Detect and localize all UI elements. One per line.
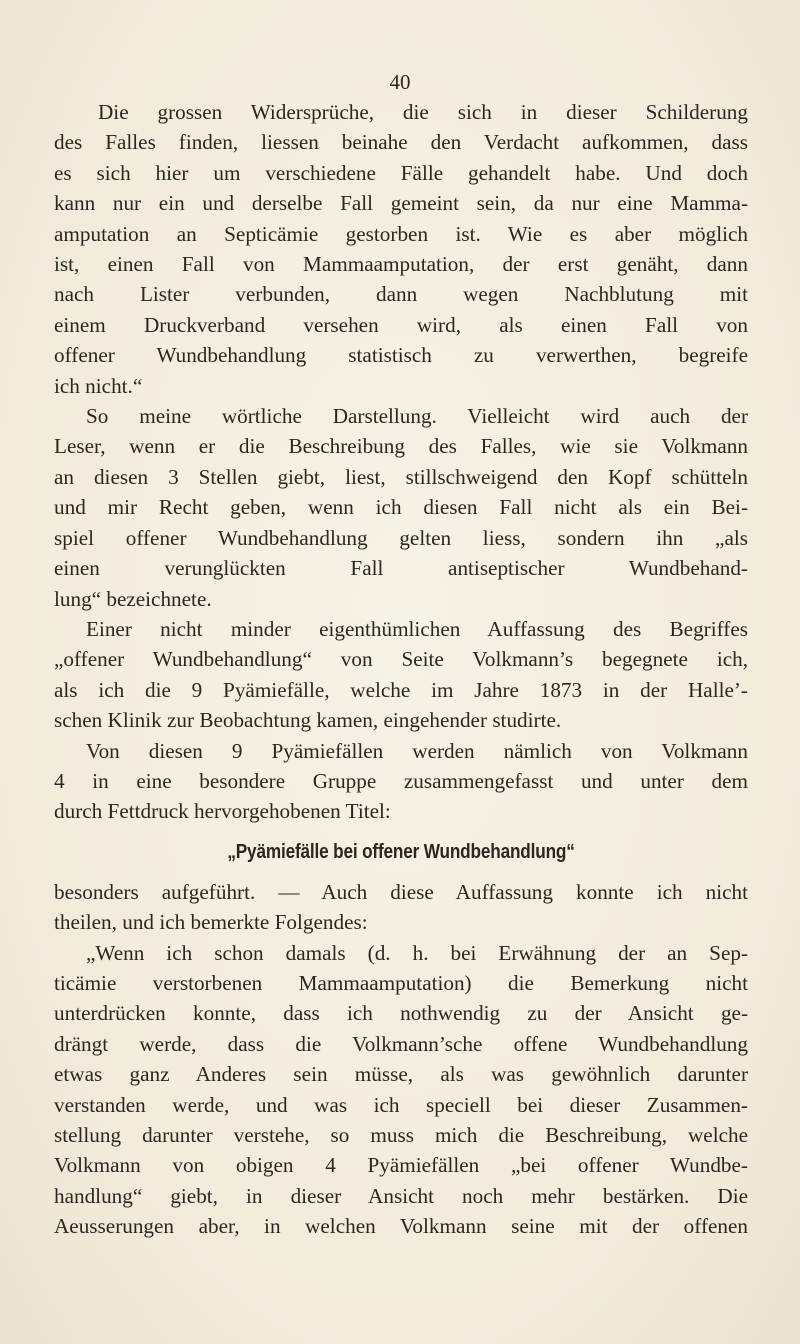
text-line: etwas ganz Anderes sein müsse, als was gewöhnlich darunter (54, 1062, 748, 1087)
text-line: durch Fettdruck hervorgehobenen Titel: (54, 799, 391, 824)
text-line: schen Klinik zur Beobachtung kamen, eingehender studirte. (54, 708, 562, 733)
body-text (54, 97, 748, 1242)
text-line: ticämie verstorbenen Mammaamputation) die Bemerkung nicht (54, 970, 748, 995)
text-line: als ich die 9 Pyämiefälle, welche im Jahre 1873 in der Halle’- (54, 677, 748, 702)
text-line: lung“ bezeichnete. (54, 586, 212, 611)
page-number: 40 (389, 70, 411, 94)
text-line: offener Wundbehandlung statistisch zu verwerthen, begreife (54, 343, 748, 368)
text-line: So meine wörtliche Darstellung. Vielleicht wird auch der (86, 404, 748, 429)
text-line: Von diesen 9 Pyämiefällen werden nämlich von Volkmann (86, 738, 748, 763)
text-line: einen verunglückten Fall antiseptischer Wundbehand- (54, 556, 748, 581)
text-line: Volkmann von obigen 4 Pyämiefällen „bei offener Wundbe- (54, 1153, 748, 1178)
text-line: theilen, und ich bemerkte Folgendes: (54, 910, 368, 935)
text-line: Leser, wenn er die Beschreibung des Falles, wie sie Volkmann (54, 434, 748, 459)
text-line: Die grossen Widersprüche, die sich in dieser Schilderung (98, 100, 748, 124)
text-line: an diesen 3 Stellen giebt, liest, stillschweigend den Kopf schütteln (54, 464, 748, 489)
text-line: spiel offener Wundbehandlung gelten liess, sondern ihn „als (54, 525, 748, 550)
text-line: kann nur ein und derselbe Fall gemeint sein, da nur eine Mamma- (54, 191, 748, 216)
text-line: Einer nicht minder eigenthümlichen Auffassung des Begriffes (86, 616, 748, 641)
text-line: besonders aufgeführt. — Auch diese Auffassung konnte ich nicht (54, 879, 748, 904)
text-line: amputation an Septicämie gestorben ist. Wie es aber möglich (54, 221, 748, 246)
text-line: einem Druckverband versehen wird, als einen Fall von (54, 312, 748, 337)
text-line: es sich hier um verschiedene Fälle gehandelt habe. Und doch (54, 160, 748, 185)
text-line: ist, einen Fall von Mammaamputation, der erst genäht, dann (54, 252, 748, 277)
text-line: verstanden werde, und was ich speciell bei dieser Zusammen- (54, 1092, 748, 1117)
text-line: stellung darunter verstehe, so muss mich die Beschreibung, welche (54, 1123, 748, 1147)
text-line: drängt werde, dass die Volkmann’sche offene Wundbehandlung (54, 1031, 748, 1056)
bold-heading: „Pyämiefälle bei offener Wundbehandlung“ (227, 840, 575, 863)
text-line: unterdrücken konnte, dass ich nothwendig zu der Ansicht ge- (54, 1001, 748, 1026)
text-line: „offener Wundbehandlung“ von Seite Volkmann’s begegnete ich, (54, 647, 748, 672)
text-line: ich nicht.“ (54, 373, 143, 398)
text-line: „Wenn ich schon damals (d. h. bei Erwähnung der an Sep- (86, 940, 748, 965)
text-line: 4 in eine besondere Gruppe zusammengefasst und unter dem (54, 768, 748, 793)
text-line: des Falles finden, liessen beinahe den Verdacht aufkommen, dass (54, 130, 748, 155)
text-line: handlung“ giebt, in dieser Ansicht noch mehr bestärken. Die (54, 1183, 748, 1208)
text-line: nach Lister verbunden, dann wegen Nachblutung mit (54, 282, 748, 307)
text-line: und mir Recht geben, wenn ich diesen Fall nicht als ein Bei- (54, 495, 748, 520)
text-line: Aeusserungen aber, in welchen Volkmann seine mit der offenen (54, 1214, 748, 1239)
